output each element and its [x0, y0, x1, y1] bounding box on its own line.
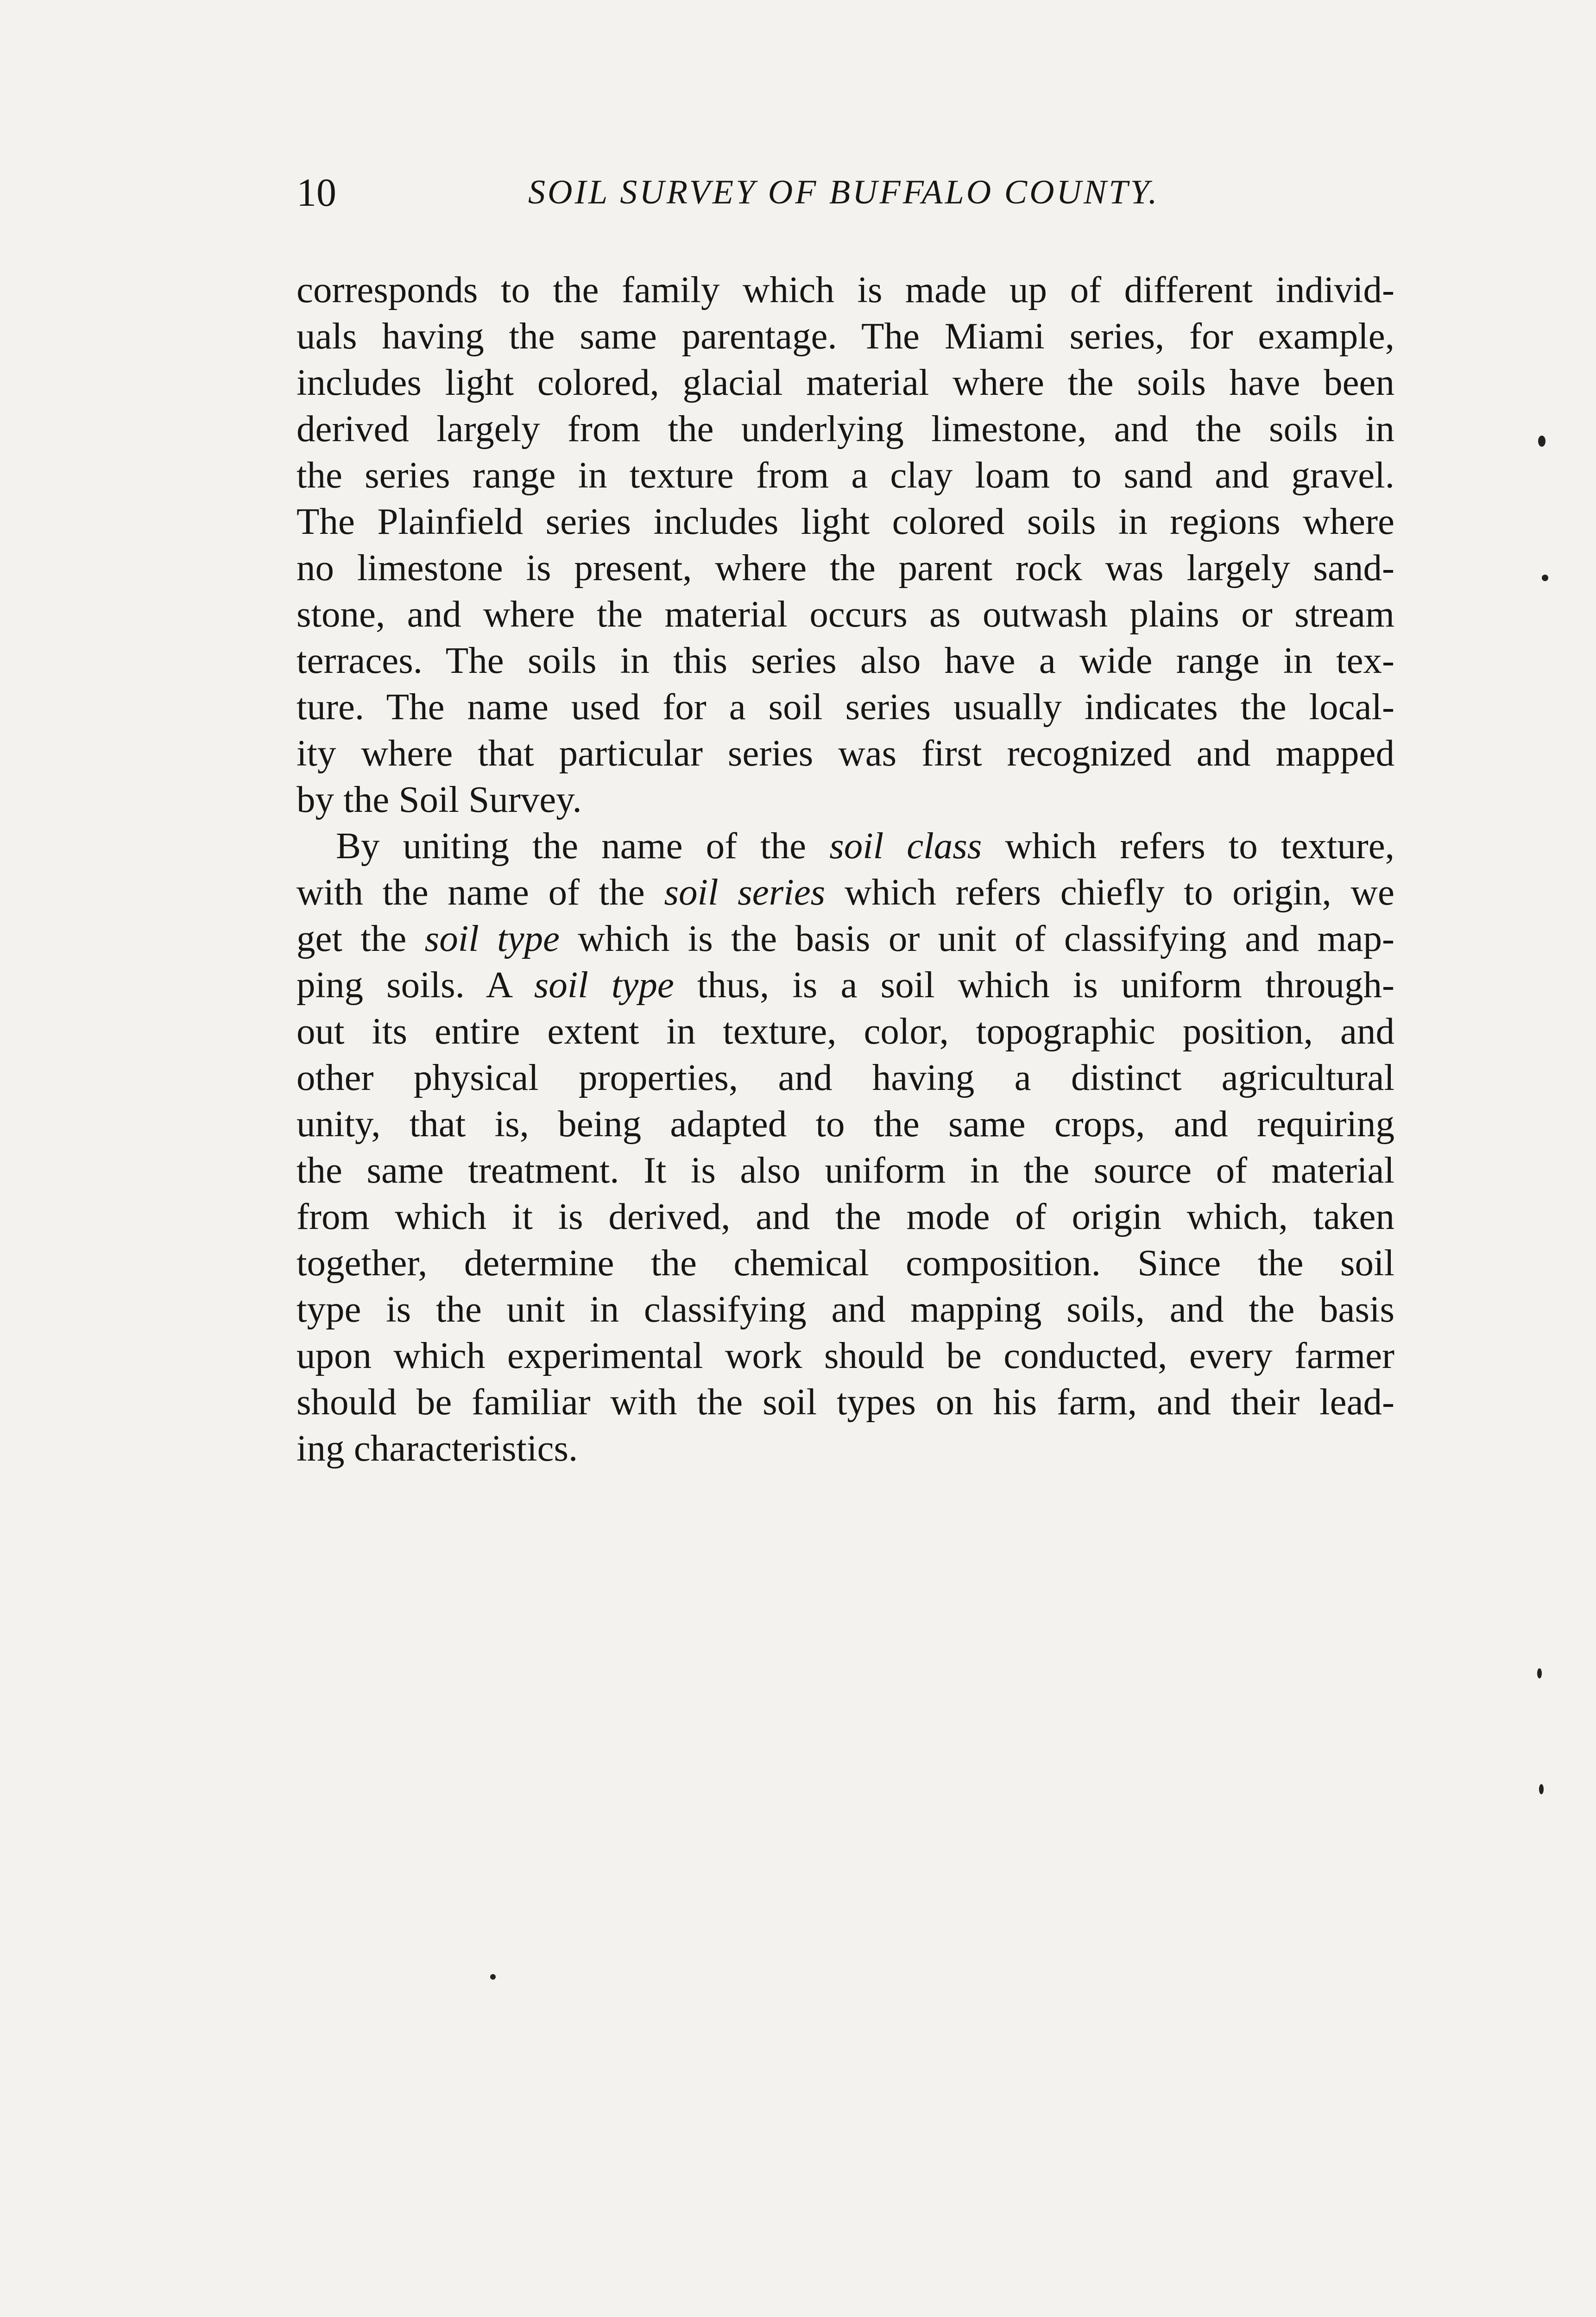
- body-text: [296, 266, 1394, 1471]
- italic-term: soil type: [424, 918, 560, 959]
- paragraph-1-line: ture. The name used for a soil series usually indicates the local-: [296, 686, 1394, 728]
- paragraph-1-line: uals having the same parentage. The Miami series, for example,: [296, 315, 1394, 357]
- paragraph-1-line: The Plainfield series includes light colored soils in regions where: [296, 500, 1394, 542]
- paragraph-1-line: ity where that particular series was first recognized and mapped: [296, 732, 1394, 774]
- paragraph-2-line: together, determine the chemical composition. Since the soil: [296, 1242, 1394, 1284]
- text-run: with the name of the: [296, 871, 664, 913]
- running-head: [296, 167, 1394, 218]
- text-run: ping soils. A: [296, 964, 534, 1006]
- paragraph-2-line: unity, that is, being adapted to the same crops, and requiring: [296, 1103, 1394, 1145]
- paragraph-2-line: the same treatment. It is also uniform in the source of material: [296, 1149, 1394, 1191]
- italic-term: soil type: [534, 964, 674, 1006]
- paragraph-2-line: other physical properties, and having a distinct agricultural: [296, 1057, 1394, 1098]
- paragraph-1-line: stone, and where the material occurs as outwash plains or stream: [296, 593, 1394, 635]
- italic-term: soil class: [829, 825, 982, 867]
- paragraph-2-line: [296, 962, 1394, 1008]
- italic-term: soil series: [664, 871, 826, 913]
- paragraph-2-line: ing characteristics.: [296, 1427, 578, 1469]
- running-title: SOIL SURVEY OF BUFFALO COUNTY.: [528, 173, 1160, 211]
- paragraph-2-line: [296, 915, 1394, 962]
- paragraph-2-line: out its entire extent in texture, color, topographic position, and: [296, 1010, 1394, 1052]
- paragraph-1-line: corresponds to the family which is made up of different individ-: [296, 269, 1394, 310]
- paragraph-2-line: [296, 823, 1394, 869]
- text-run: thus, is a soil which is uniform through-: [674, 964, 1394, 1006]
- paragraph-2-line: type is the unit in classifying and mapping soils, and the basis: [296, 1288, 1394, 1330]
- paragraph-1-line: derived largely from the underlying limestone, and the soils in: [296, 408, 1394, 449]
- scan-speck: [490, 1974, 496, 1980]
- paragraph-2-line: from which it is derived, and the mode of origin which, taken: [296, 1196, 1394, 1237]
- page-number: 10: [296, 170, 336, 215]
- text-run: which refers chiefly to origin, we: [825, 871, 1394, 913]
- scan-speck: [1537, 1668, 1542, 1678]
- paragraph-2-line: upon which experimental work should be conducted, every farmer: [296, 1335, 1394, 1376]
- paragraph-1-line: terraces. The soils in this series also have a wide range in tex-: [296, 639, 1394, 681]
- paragraph-2-line: should be familiar with the soil types on his farm, and their lead-: [296, 1381, 1394, 1423]
- text-run: By uniting the name of the: [336, 825, 830, 867]
- text-run: get the: [296, 918, 425, 959]
- text-run: which refers to texture,: [982, 825, 1394, 867]
- paragraph-1-line: by the Soil Survey.: [296, 779, 582, 820]
- paragraph-1-line: the series range in texture from a clay loam to sand and gravel.: [296, 454, 1394, 496]
- scan-speck: [1538, 436, 1546, 447]
- scan-speck: [1542, 575, 1548, 581]
- scan-speck: [1539, 1784, 1544, 1794]
- paragraph-1-line: no limestone is present, where the parent rock was largely sand-: [296, 547, 1394, 589]
- paragraph-1-line: includes light colored, glacial material where the soils have been: [296, 361, 1394, 403]
- paragraph-2-line: [296, 869, 1394, 915]
- text-run: which is the basis or unit of classifying and map-: [560, 918, 1394, 959]
